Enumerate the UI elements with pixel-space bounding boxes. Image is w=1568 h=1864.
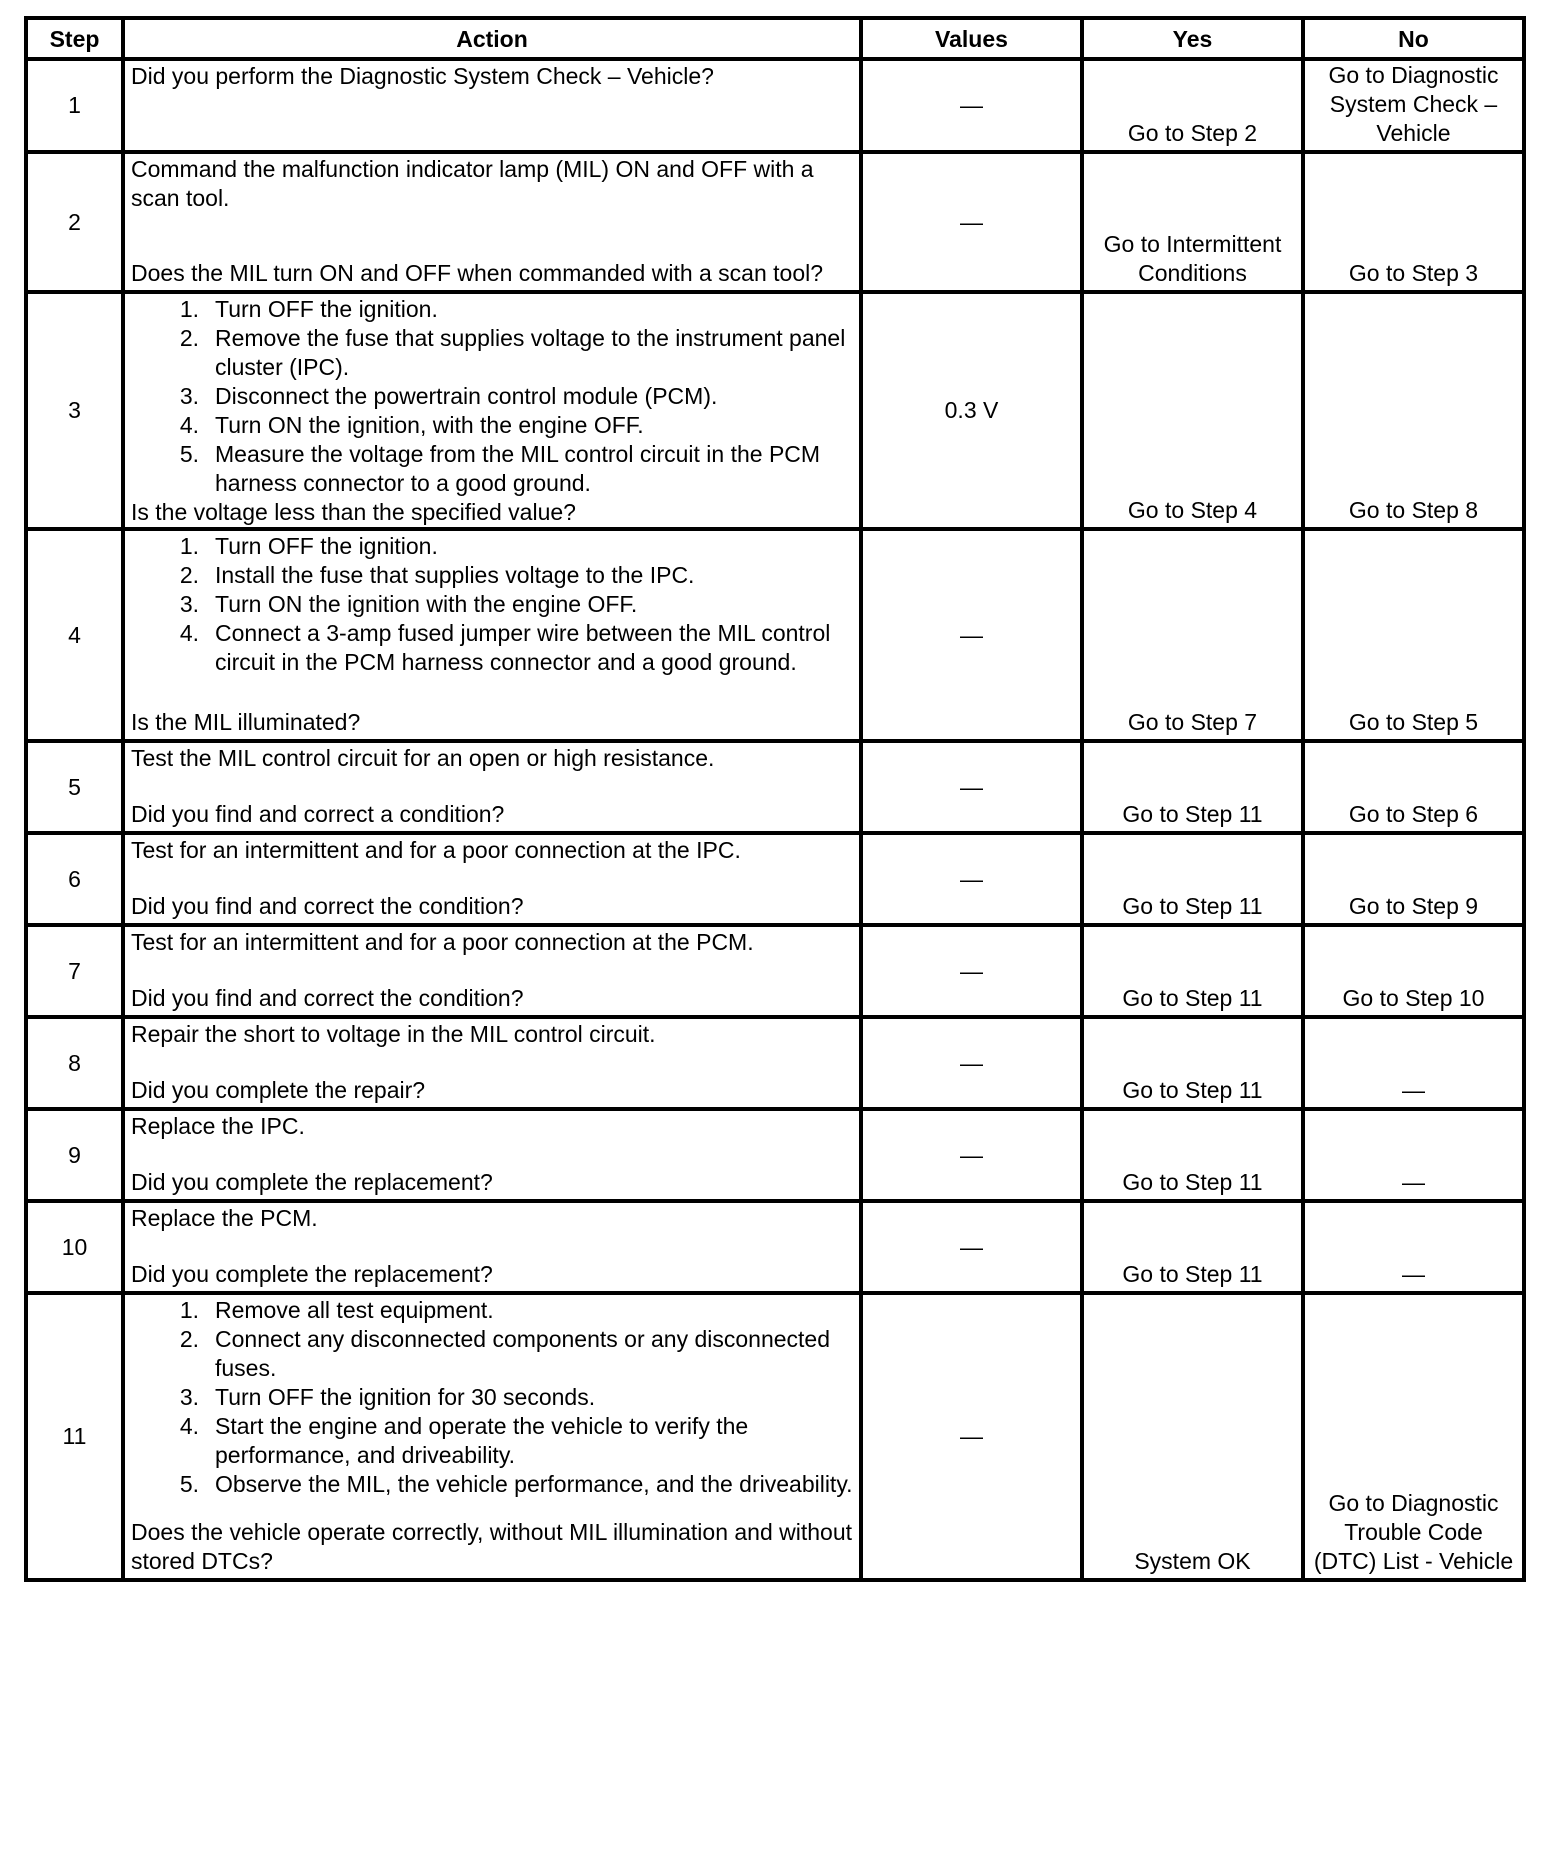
step-number: 8: [26, 1017, 123, 1109]
no-result: Go to Step 10: [1342, 985, 1485, 1011]
action-question: Did you complete the replacement?: [131, 1261, 493, 1287]
yes-cell: [1082, 833, 1303, 925]
no-cell: [1303, 833, 1524, 925]
values-cell: —: [861, 529, 1082, 741]
step-number: 9: [26, 1109, 123, 1201]
table-row: [26, 1293, 1524, 1580]
table-row: [26, 152, 1524, 292]
no-result: —: [1402, 1169, 1425, 1195]
yes-cell: [1082, 1201, 1303, 1293]
action-cell: [123, 1109, 861, 1201]
header-values: Values: [861, 18, 1082, 59]
no-result: Go to Step 8: [1348, 497, 1479, 523]
list-item-text: Measure the voltage from the MIL control circuit in the PCM harness connector to a good ground.: [215, 441, 821, 496]
action-question: Did you complete the repair?: [131, 1077, 426, 1103]
list-item-number: 4.: [179, 620, 199, 646]
action-instruction: Test for an intermittent and for a poor connection at the PCM.: [131, 929, 754, 955]
header-row: [26, 18, 1524, 59]
no-cell: [1303, 152, 1524, 292]
table-row: [26, 1201, 1524, 1293]
step-number: 7: [26, 925, 123, 1017]
action-instruction: Replace the PCM.: [131, 1205, 318, 1231]
no-result: —: [1402, 1077, 1425, 1103]
list-item-text: Turn OFF the ignition.: [215, 533, 438, 559]
list-item-text: Turn OFF the ignition.: [215, 296, 438, 322]
no-cell: [1303, 59, 1524, 152]
list-item: [131, 1383, 853, 1412]
yes-cell: [1082, 152, 1303, 292]
values-cell: —: [861, 1293, 1082, 1580]
yes-result: System OK: [1134, 1548, 1251, 1574]
no-result: Go to Step 3: [1348, 260, 1479, 286]
action-cell: [123, 59, 861, 152]
no-cell: [1303, 925, 1524, 1017]
list-item-number: 5.: [179, 1471, 199, 1497]
yes-cell: [1082, 1109, 1303, 1201]
yes-cell: [1082, 925, 1303, 1017]
action-question: Does the MIL turn ON and OFF when commanded with a scan tool?: [131, 260, 824, 286]
action-cell: [123, 1201, 861, 1293]
action-instruction: Test the MIL control circuit for an open or high resistance.: [131, 745, 715, 771]
no-cell: [1303, 292, 1524, 529]
step-number: 4: [26, 529, 123, 741]
values-cell: —: [861, 1201, 1082, 1293]
list-item-number: 5.: [179, 441, 199, 467]
yes-result: Go to Step 11: [1122, 1261, 1263, 1287]
action-instruction: Replace the IPC.: [131, 1113, 305, 1139]
table-row: [26, 1017, 1524, 1109]
list-item-text: Observe the MIL, the vehicle performance, and the driveability.: [215, 1471, 853, 1497]
no-cell: [1303, 1293, 1524, 1580]
yes-result: Go to Step 7: [1127, 709, 1258, 735]
action-question: Did you find and correct the condition?: [131, 985, 524, 1011]
no-cell: [1303, 741, 1524, 833]
yes-result: Go to Step 11: [1122, 893, 1263, 919]
list-item: [131, 532, 853, 561]
yes-cell: [1082, 1017, 1303, 1109]
list-item-number: 2.: [179, 325, 199, 351]
step-number: 3: [26, 292, 123, 529]
procedure-list: [131, 532, 853, 677]
action-cell: [123, 833, 861, 925]
yes-cell: [1082, 59, 1303, 152]
yes-cell: [1082, 292, 1303, 529]
no-result: —: [1402, 1261, 1425, 1287]
values-cell: —: [861, 925, 1082, 1017]
no-cell: [1303, 1109, 1524, 1201]
action-instruction: Test for an intermittent and for a poor connection at the IPC.: [131, 837, 741, 863]
yes-cell: [1082, 1293, 1303, 1580]
list-item: [131, 1296, 853, 1325]
yes-result: Go to Step 11: [1122, 1077, 1263, 1103]
values-cell: —: [861, 1109, 1082, 1201]
action-cell: [123, 152, 861, 292]
list-item: [131, 295, 853, 324]
list-item: [131, 411, 853, 440]
yes-cell: [1082, 741, 1303, 833]
table-row: [26, 833, 1524, 925]
procedure-list: [131, 1296, 853, 1499]
list-item-text: Connect a 3-amp fused jumper wire between the MIL control circuit in the PCM harness connector and a good ground.: [215, 620, 831, 675]
list-item-number: 4.: [179, 412, 199, 438]
list-item: [131, 590, 853, 619]
header-step: Step: [26, 18, 123, 59]
list-item: [131, 619, 853, 677]
procedure-list: [131, 295, 853, 498]
action-cell: [123, 292, 861, 529]
step-number: 1: [26, 59, 123, 152]
action-question: Is the MIL illuminated?: [131, 709, 361, 735]
list-item-number: 1.: [179, 1297, 199, 1323]
action-question: Did you complete the replacement?: [131, 1169, 493, 1195]
action-question: Did you find and correct the condition?: [131, 893, 524, 919]
yes-result: Go to Intermittent Conditions: [1103, 231, 1282, 286]
yes-result: Go to Step 11: [1122, 985, 1263, 1011]
step-number: 11: [26, 1293, 123, 1580]
yes-cell: [1082, 529, 1303, 741]
list-item: [131, 440, 853, 498]
list-item-number: 4.: [179, 1413, 199, 1439]
list-item: [131, 324, 853, 382]
list-item-text: Turn ON the ignition with the engine OFF.: [215, 591, 638, 617]
list-item-text: Turn ON the ignition, with the engine OFF.: [215, 412, 644, 438]
action-question: Is the voltage less than the specified value?: [131, 499, 576, 525]
no-result: Go to Diagnostic System Check – Vehicle: [1328, 62, 1499, 146]
list-item: [131, 382, 853, 411]
no-result: Go to Step 9: [1348, 893, 1479, 919]
yes-result: Go to Step 4: [1127, 497, 1258, 523]
list-item: [131, 1325, 853, 1383]
values-cell: 0.3 V: [861, 292, 1082, 529]
action-cell: [123, 529, 861, 741]
table-row: [26, 292, 1524, 529]
no-cell: [1303, 1017, 1524, 1109]
no-result: Go to Step 5: [1348, 709, 1479, 735]
list-item-number: 3.: [179, 1384, 199, 1410]
yes-result: Go to Step 11: [1122, 1169, 1263, 1195]
values-cell: —: [861, 833, 1082, 925]
yes-result: Go to Step 2: [1127, 120, 1258, 146]
no-result: Go to Step 6: [1348, 801, 1479, 827]
list-item-number: 1.: [179, 533, 199, 559]
action-cell: [123, 925, 861, 1017]
yes-result: Go to Step 11: [1122, 801, 1263, 827]
list-item-text: Turn OFF the ignition for 30 seconds.: [215, 1384, 596, 1410]
list-item: [131, 1470, 853, 1499]
no-cell: [1303, 529, 1524, 741]
values-cell: —: [861, 59, 1082, 152]
action-cell: [123, 1293, 861, 1580]
list-item-text: Install the fuse that supplies voltage to the IPC.: [215, 562, 695, 588]
list-item-text: Disconnect the powertrain control module (PCM).: [215, 383, 718, 409]
list-item-text: Connect any disconnected components or any disconnected fuses.: [215, 1326, 831, 1381]
action-cell: [123, 1017, 861, 1109]
list-item: [131, 1412, 853, 1470]
list-item-text: Remove the fuse that supplies voltage to the instrument panel cluster (IPC).: [215, 325, 846, 380]
no-cell: [1303, 1201, 1524, 1293]
table-row: [26, 59, 1524, 152]
values-cell: —: [861, 1017, 1082, 1109]
header-yes: Yes: [1082, 18, 1303, 59]
step-number: 5: [26, 741, 123, 833]
list-item-number: 2.: [179, 562, 199, 588]
action-cell: [123, 741, 861, 833]
list-item-number: 1.: [179, 296, 199, 322]
action-question: Does the vehicle operate correctly, without MIL illumination and without stored DTCs?: [131, 1519, 853, 1574]
values-cell: —: [861, 741, 1082, 833]
action-instruction: Repair the short to voltage in the MIL control circuit.: [131, 1021, 656, 1047]
list-item-number: 3.: [179, 383, 199, 409]
action-question: Did you find and correct a condition?: [131, 801, 505, 827]
table-row: [26, 925, 1524, 1017]
step-number: 2: [26, 152, 123, 292]
list-item-text: Start the engine and operate the vehicle to verify the performance, and driveability.: [215, 1413, 749, 1468]
list-item-number: 3.: [179, 591, 199, 617]
action-instruction: Did you perform the Diagnostic System Check – Vehicle?: [131, 63, 714, 89]
diagnostic-table: [24, 16, 1526, 1582]
no-result: Go to Diagnostic Trouble Code (DTC) List - Vehicle: [1313, 1490, 1514, 1574]
table-row: [26, 1109, 1524, 1201]
header-no: No: [1303, 18, 1524, 59]
values-cell: —: [861, 152, 1082, 292]
action-instruction: Command the malfunction indicator lamp (MIL) ON and OFF with a scan tool.: [131, 156, 814, 211]
step-number: 10: [26, 1201, 123, 1293]
table-row: [26, 741, 1524, 833]
list-item: [131, 561, 853, 590]
header-action: Action: [123, 18, 861, 59]
list-item-text: Remove all test equipment.: [215, 1297, 494, 1323]
table-row: [26, 529, 1524, 741]
list-item-number: 2.: [179, 1326, 199, 1352]
step-number: 6: [26, 833, 123, 925]
